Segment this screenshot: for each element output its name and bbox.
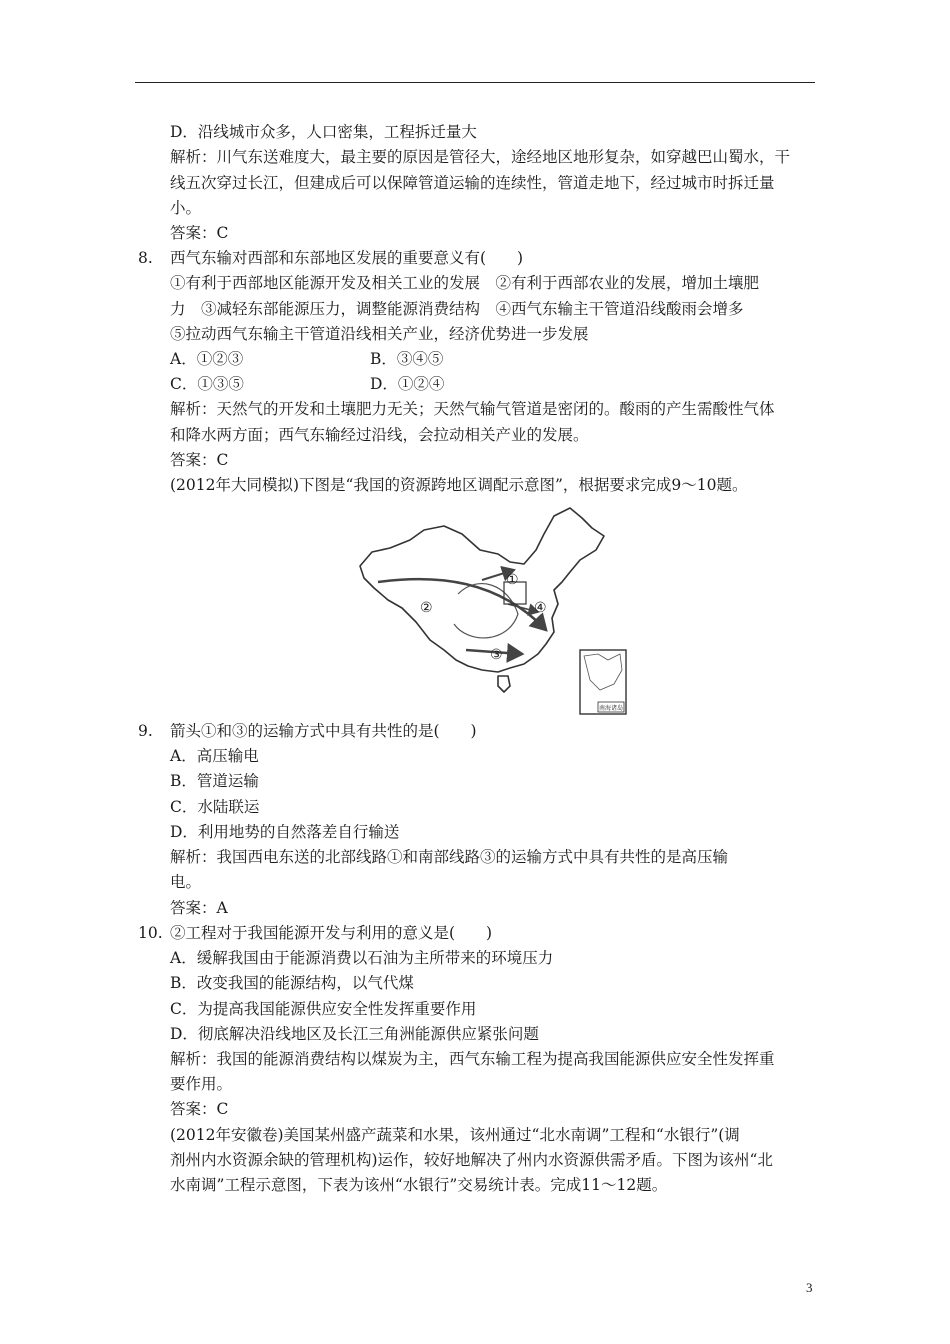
page-number: 3 xyxy=(806,1280,813,1295)
option-d: D．①②④ xyxy=(370,375,445,393)
question-number: 10. xyxy=(138,924,163,942)
label-4: ④ xyxy=(534,600,547,616)
question-stem: 箭头①和③的运输方式中具有共性的是( ) xyxy=(170,722,477,740)
explanation-line: 解析：川气东送难度大，最主要的原因是管径大，途经地区地形复杂，如穿越巴山蜀水，干 xyxy=(170,148,791,166)
inset-label: 南海诸岛 xyxy=(599,705,624,712)
explanation-line: 解析：我国的能源消费结构以煤炭为主，西气东输工程为提高我国能源供应安全性发挥重 xyxy=(170,1050,775,1068)
option-d: D．沿线城市众多，人口密集，工程拆迁量大 xyxy=(170,123,477,141)
option-d: D．利用地势的自然落差自行输送 xyxy=(170,823,400,841)
section-intro: (2012年安徽卷)美国某州盛产蔬菜和水果，该州通过“北水南调”工程和“水银行”(调 xyxy=(170,1126,740,1144)
option-b: B．改变我国的能源结构，以气代煤 xyxy=(170,974,414,992)
answer: 答案：C xyxy=(170,1100,229,1118)
option-d: D．彻底解决沿线地区及长江三角洲能源供应紧张问题 xyxy=(170,1025,539,1043)
statement-line: 力 ③减轻东部能源压力，调整能源消费结构 ④西气东输主干管道沿线酸雨会增多 xyxy=(170,300,744,318)
option-a: A．①②③ xyxy=(170,350,244,368)
explanation-line: 小。 xyxy=(170,199,202,217)
label-2: ② xyxy=(420,600,433,616)
option-c: C．为提高我国能源供应安全性发挥重要作用 xyxy=(170,1000,477,1018)
option-b: B．管道运输 xyxy=(170,772,259,790)
explanation-line: 解析：天然气的开发和土壤肥力无关；天然气输气管道是密闭的。酸雨的产生需酸性气体 xyxy=(170,400,775,418)
section-intro: (2012年大同模拟)下图是“我国的资源跨地区调配示意图”，根据要求完成9～10题。 xyxy=(170,476,748,494)
answer: 答案：A xyxy=(170,899,228,917)
explanation-line: 解析：我国西电东送的北部线路①和南部线路③的运输方式中具有共性的是高压输 xyxy=(170,848,729,866)
option-c: C．①③⑤ xyxy=(170,375,244,393)
resource-transfer-map xyxy=(358,504,628,718)
label-1: ① xyxy=(506,572,519,588)
explanation-line: 和降水两方面；西气东输经过沿线，会拉动相关产业的发展。 xyxy=(170,426,589,444)
label-3: ③ xyxy=(490,647,503,663)
china-outline xyxy=(360,508,604,692)
option-b: B．③④⑤ xyxy=(370,350,444,368)
question-stem: 西气东输对西部和东部地区发展的重要意义有( ) xyxy=(170,249,524,267)
statement-line: ⑤拉动西气东输主干管道沿线相关产业，经济优势进一步发展 xyxy=(170,325,589,343)
question-number: 8. xyxy=(138,249,153,267)
explanation-line: 要作用。 xyxy=(170,1075,233,1093)
option-a: A．缓解我国由于能源消费以石油为主所带来的环境压力 xyxy=(170,949,554,967)
header-rule xyxy=(135,82,815,83)
option-c: C．水陆联运 xyxy=(170,798,260,816)
section-intro: 水南调”工程示意图，下表为该州“水银行”交易统计表。完成11～12题。 xyxy=(170,1176,668,1194)
question-stem: ②工程对于我国能源开发与利用的意义是( ) xyxy=(170,924,493,942)
statement-line: ①有利于西部地区能源开发及相关工业的发展 ②有利于西部农业的发展，增加土壤肥 xyxy=(170,274,760,292)
answer: 答案：C xyxy=(170,451,229,469)
explanation-line: 电。 xyxy=(170,873,202,891)
inset-south-china-sea xyxy=(580,650,626,714)
answer: 答案：C xyxy=(170,224,229,242)
question-number: 9. xyxy=(138,722,153,740)
section-intro: 剂州内水资源余缺的管理机构)运作，较好地解决了州内水资源供需矛盾。下图为该州“北 xyxy=(170,1151,773,1169)
option-a: A．高压输电 xyxy=(170,747,259,765)
route-2-water-path xyxy=(454,584,518,638)
explanation-line: 线五次穿过长江，但建成后可以保障管道运输的连续性，管道走地下，经过城市时拆迁量 xyxy=(170,174,775,192)
